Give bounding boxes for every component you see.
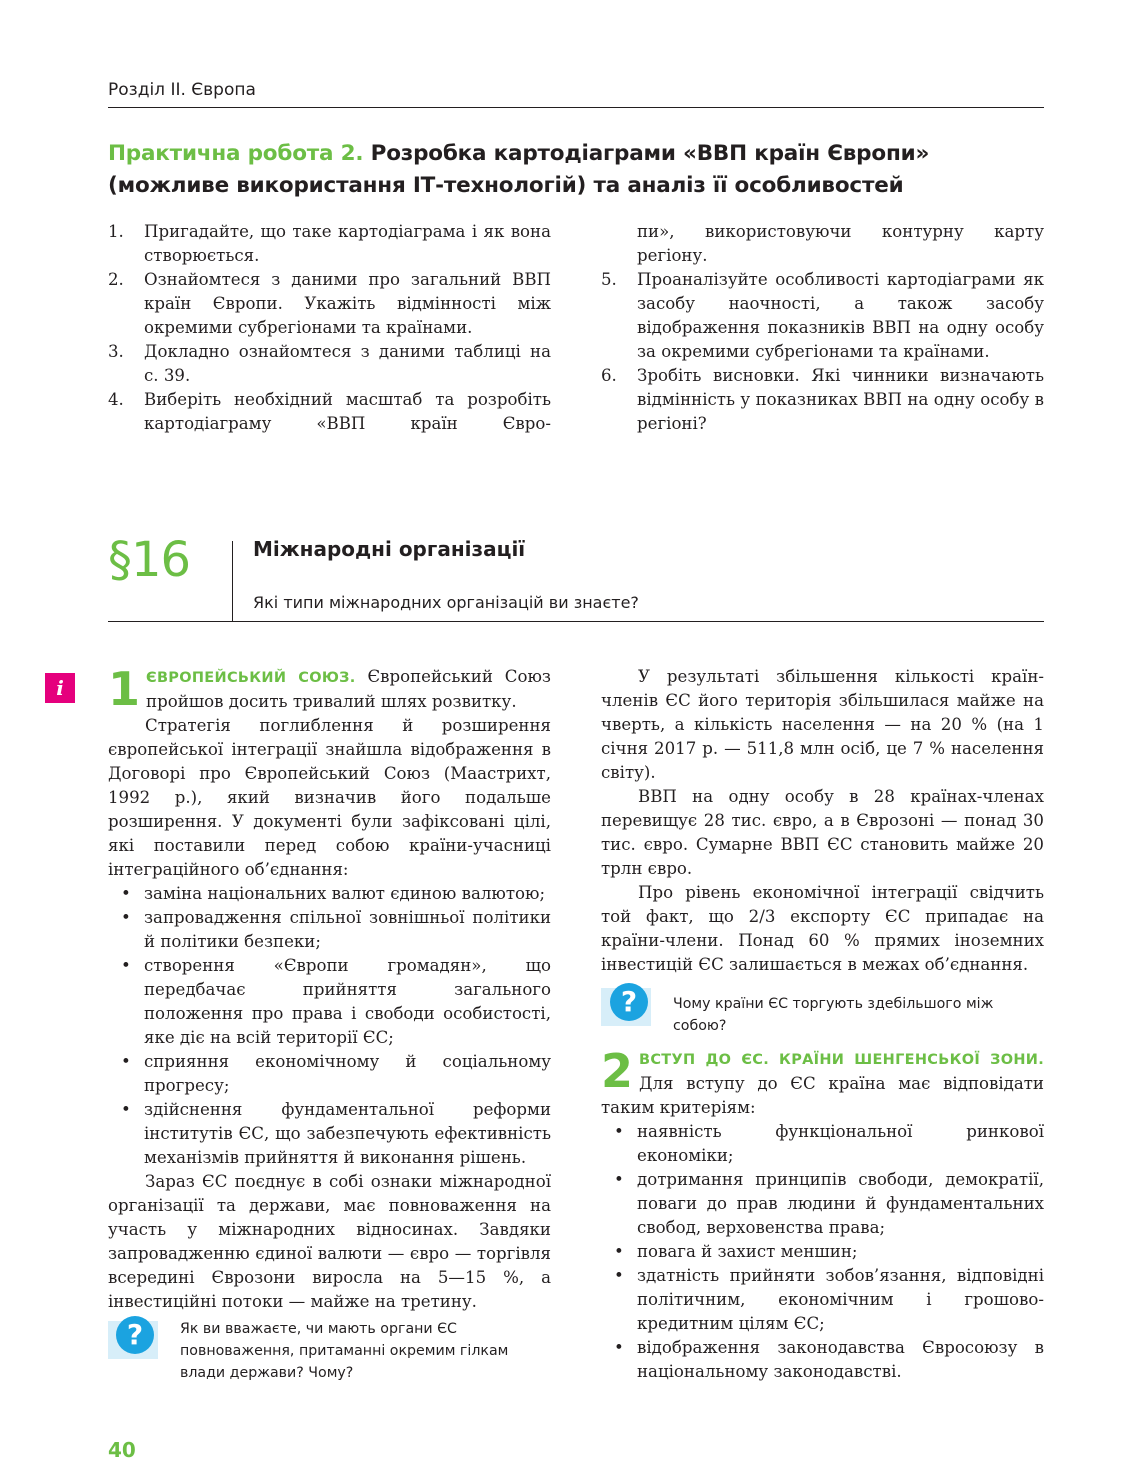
- info-icon: i: [45, 673, 75, 703]
- list-item: • наявність функціональної ринкової економіки;: [601, 1120, 1044, 1168]
- section1-heading: ЄВРОПЕЙСЬКИЙ СОЮЗ.: [146, 670, 356, 686]
- section1-number: 1: [108, 662, 141, 716]
- practice-list-left: [108, 220, 551, 436]
- practice-label: Практична робота 2.: [108, 141, 364, 166]
- chapter-header: Розділ ІІ. Європа: [108, 80, 256, 100]
- practice-title-text: Розробка картодіаграми «ВВП країн Європи» (можливе використання ІТ-технологій) та аналіз її особливостей: [108, 141, 930, 198]
- paragraph-rule: [108, 621, 1044, 622]
- section1-paragraph: У результаті збільшення кількості країн-членів ЄС його територія збільшилася майже на чверть, а кількість населення — на 20 % (на 1 січня 2017 р. — 511,8 млн осіб, це 7 % населення світу).: [601, 667, 1044, 782]
- question-icon: ?: [610, 983, 648, 1021]
- paragraph-divider: [232, 541, 233, 621]
- paragraph-title: Міжнародні організації: [253, 537, 526, 561]
- section1-bullets: [108, 882, 551, 1170]
- list-item: • створення «Європи громадян», що передбачає прийняття загального положення про права і свободи особистості, яке діє на всій території ЄС;: [108, 954, 551, 1050]
- list-item: • заміна національних валют єдиною валютою;: [108, 882, 551, 906]
- list-item: • здатність прийняти зобов’язання, відповідні політичним, економічним і грошово-кредитним цілям ЄС;: [601, 1264, 1044, 1336]
- section1-paragraph: Зараз ЄС поєднує в собі ознаки міжнародної організації та держави, має повноваження на участь у міжнародних відносинах. Завдяки запровадженню єдиної валюти — євро — торгівля всередині Єврозони виросла на 5—15 %, а інвестиційні потоки — майже на третину.: [108, 1172, 551, 1311]
- list-item-continued: пи», використовуючи контурну карту регіону.: [637, 222, 1044, 265]
- list-item: 2. Ознайомтеся з даними про загальний ВВП країн Європи. Укажіть відмінності між окремими субрегіонами та країнами.: [108, 270, 551, 337]
- question-text: Чому країни ЄС торгують здебільшого між собою?: [673, 996, 994, 1034]
- list-item: • здійснення фундаментальної реформи інститутів ЄС, що забезпечують ефективність механізмів прийняття й виконання рішень.: [108, 1098, 551, 1170]
- section1-paragraph: ВВП на одну особу в 28 країнах-членах перевищує 28 тис. євро, а в Єврозоні — понад 30 тис. євро. Сумарне ВВП ЄС становить майже 20 трлн євро.: [601, 787, 1044, 878]
- list-item: • дотримання принципів свободи, демократії, поваги до прав людини й фундаментальних свобод, верховенства права;: [601, 1168, 1044, 1240]
- question-text: Як ви вважаєте, чи мають органи ЄС повноваження, притаманні окремим гілкам влади держави? Чому?: [180, 1321, 509, 1381]
- section2-intro: 2 ВСТУП ДО ЄС. КРАЇНИ ШЕНГЕНСЬКОЇ ЗОНИ. Для вступу до ЄС країна має відповідати таким критеріям:: [601, 1044, 1044, 1117]
- section2-column: [601, 1044, 1044, 1384]
- list-item: 3. Докладно ознайомтеся з даними таблиці на с. 39.: [108, 342, 551, 385]
- section1-paragraph: Стратегія поглиблення й розширення європейської інтеграції знайшла відображення в Договорі про Європейський Союз (Маастрихт, 1992 р.), який визначив його подальше розширення. У документі були зафіксовані цілі, які поставили перед собою країни-учасниці інтеграційного об’єднання:: [108, 716, 551, 879]
- section2-heading: ВСТУП ДО ЄС. КРАЇНИ ШЕНГЕНСЬКОЇ ЗОНИ.: [639, 1052, 1044, 1068]
- practice-list-right: [601, 220, 1044, 436]
- question-icon: ?: [116, 1316, 154, 1354]
- section2-bullets: [601, 1120, 1044, 1384]
- list-item: • повага й захист меншин;: [601, 1240, 1044, 1264]
- list-item: 4. Виберіть необхідний масштаб та розробіть картодіаграму «ВВП країн Євро-: [108, 390, 551, 433]
- list-item: 6. Зробіть висновки. Які чинники визначають відмінність у показниках ВВП на одну особу в регіоні?: [601, 366, 1044, 433]
- section1-paragraph: Про рівень економічної інтеграції свідчить той факт, що 2/3 експорту ЄС припадає на країни-члени. Понад 60 % прямих іноземних інвестицій ЄС залишається в межах об’єднання.: [601, 883, 1044, 974]
- section1-intro: 1 ЄВРОПЕЙСЬКИЙ СОЮЗ. Європейський Союз пройшов досить тривалий шлях розвитку.: [108, 662, 551, 716]
- practice-title: [108, 138, 1048, 202]
- right-text-column: [601, 665, 1044, 977]
- list-item: 5. Проаналізуйте особливості картодіаграми як засобу наочності, а також засобу відображення показників ВВП на одну особу за окремими субрегіонами та країнами.: [601, 270, 1044, 361]
- list-item: • відображення законодавства Євросоюзу в національному законодавстві.: [601, 1336, 1044, 1384]
- paragraph-question: Які типи міжнародних організацій ви знаєте?: [253, 593, 639, 612]
- header-divider: [108, 107, 1044, 108]
- list-item: • сприяння економічному й соціальному прогресу;: [108, 1050, 551, 1098]
- list-item: 1. Пригадайте, що таке картодіаграма і як вона створюється.: [108, 222, 551, 265]
- paragraph-number: §16: [108, 532, 191, 588]
- page-number: 40: [108, 1438, 136, 1462]
- section2-number: 2: [601, 1044, 634, 1098]
- left-text-column: [108, 662, 551, 1314]
- list-item: • запровадження спільної зовнішньої політики й політики безпеки;: [108, 906, 551, 954]
